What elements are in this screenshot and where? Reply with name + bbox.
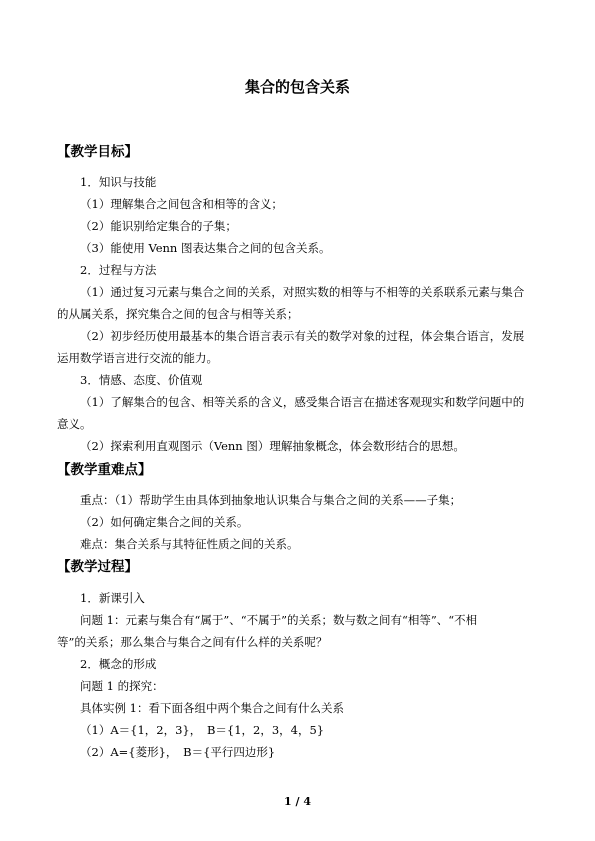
text-line: （1）理解集合之间包含和相等的含义； [80, 197, 283, 211]
text-line: （2）如何确定集合之间的关系。 [80, 515, 249, 529]
text-line: 意义。 [57, 417, 92, 431]
text-line: 3．情感、态度、价值观 [80, 373, 203, 387]
text-line: 问题 1：元素与集合有“属于”、“不属于”的关系；数与数之间有“相等”、“不相 [80, 613, 478, 627]
text-line: 等”的关系；那么集合与集合之间有什么样的关系呢？ [57, 635, 328, 649]
text-line: 1．知识与技能 [80, 175, 157, 189]
text-line: 难点：集合关系与其特征性质之间的关系。 [80, 537, 299, 551]
section-heading-objectives: 【教学目标】 [57, 144, 138, 160]
text-line: （1）了解集合的包含、相等关系的含义，感受集合语言在描述客观现实和数学问题中的 [80, 395, 525, 409]
text-line: 重点：（1）帮助学生由具体到抽象地认识集合与集合之间的关系——子集； [80, 493, 462, 507]
text-line: （2）能识别给定集合的子集； [80, 219, 237, 233]
text-line: 1．新课引入 [80, 591, 145, 605]
text-line: 2．过程与方法 [80, 263, 157, 277]
text-line: （1）通过复习元素与集合之间的关系，对照实数的相等与不相等的关系联系元素与集合 [80, 285, 525, 299]
text-line: （1）A＝{1，2，3}， B＝{1，2，3，4，5} [80, 723, 325, 737]
text-line: （2）探索利用直观图示（Venn 图）理解抽象概念，体会数形结合的思想。 [80, 439, 465, 453]
text-line: （3）能使用 Venn 图表达集合之间的包含关系。 [80, 241, 331, 255]
text-line: 2．概念的形成 [80, 657, 157, 671]
text-line: 运用数学语言进行交流的能力。 [57, 351, 218, 365]
text-line: （2）初步经历使用最基本的集合语言表示有关的数学对象的过程，体会集合语言，发展 [80, 329, 525, 343]
text-line: 的从属关系，探究集合之间的包含与相等关系； [57, 307, 299, 321]
page-title: 集合的包含关系 [244, 78, 350, 96]
text-line: 问题 1 的探究： [80, 679, 164, 693]
text-line: 具体实例 1：看下面各组中两个集合之间有什么关系 [80, 701, 344, 715]
page-number: 1 / 4 [284, 795, 311, 808]
section-heading-key-points: 【教学重难点】 [57, 462, 152, 478]
section-heading-process: 【教学过程】 [57, 559, 138, 575]
text-line: （2）A={菱形}， B＝{平行四边形} [80, 745, 276, 759]
